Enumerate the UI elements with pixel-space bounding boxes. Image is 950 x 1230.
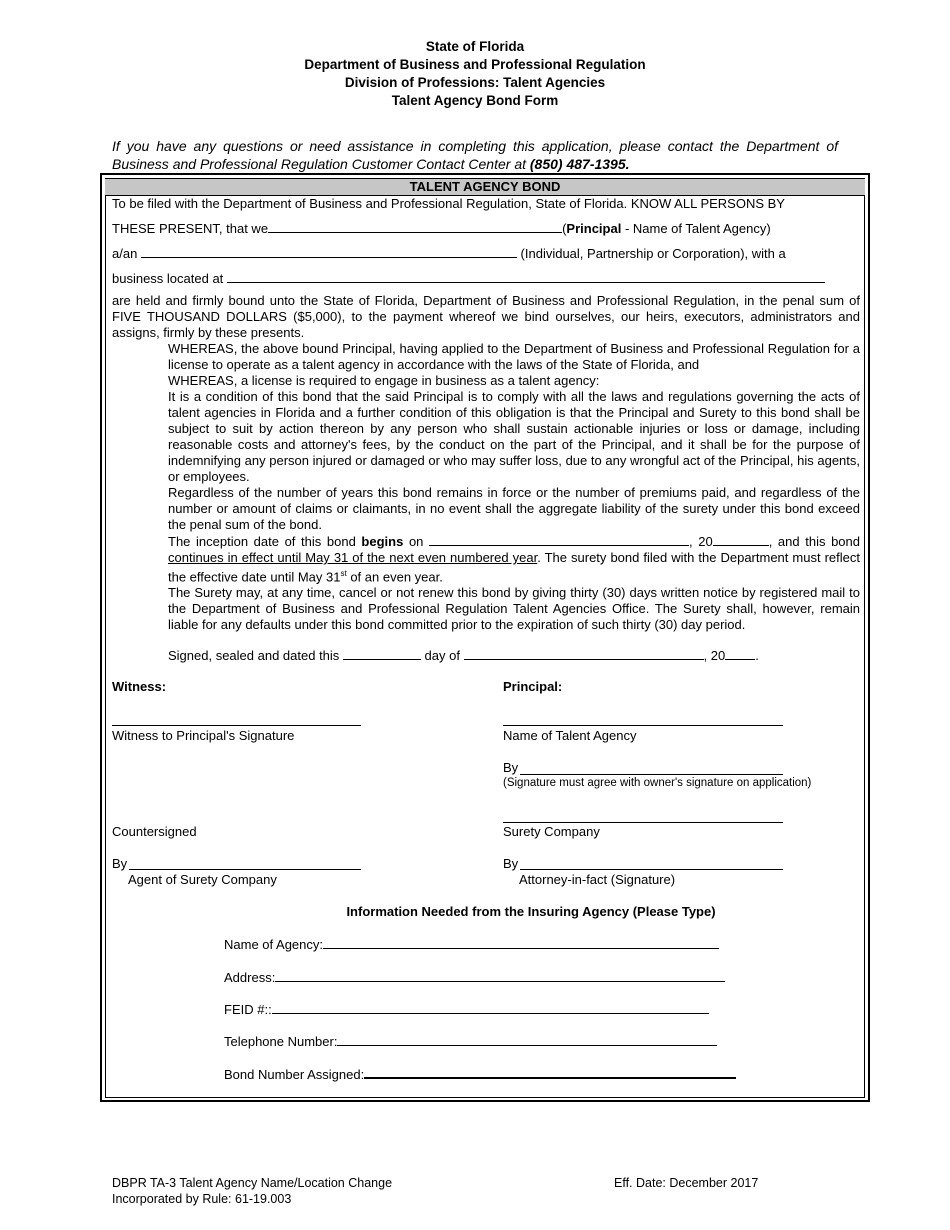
signed-year-blank[interactable] — [725, 647, 755, 660]
agency-name-label: Name of Talent Agency — [503, 728, 637, 743]
attorney-label: Attorney-in-fact (Signature) — [519, 872, 676, 887]
para-inception: The inception date of this bond begins on , 20 , and this bond continues in effect until May 31 of the next even numbered year. The surety bond filed with the Department must reflect the effective date until May 31st of an even year. — [168, 534, 861, 585]
agent-label: Agent of Surety Company — [128, 872, 277, 887]
para-whereas-1: WHEREAS, the above bound Principal, having applied to the Department of Business and Professional Regulation for a license to operate as a talent agency in accordance with the laws of the State of Florida, and — [168, 341, 860, 372]
business-location-blank[interactable] — [227, 270, 825, 283]
present-line: THESE PRESENT, that we (Principal - Name of Talent Agency) — [112, 221, 771, 236]
agency-name-row: Name of Agency: — [224, 936, 719, 952]
business-location-line: business located at — [112, 270, 825, 286]
attorney-by-line[interactable] — [520, 869, 783, 870]
feid-input[interactable] — [272, 1001, 709, 1014]
feid-row: FEID #:: — [224, 1001, 709, 1017]
entity-type-line: a/an (Individual, Partnership or Corporation), with a — [112, 246, 786, 261]
witness-signature-line[interactable] — [112, 725, 361, 726]
bond-number-row: Bond Number Assigned: — [224, 1065, 736, 1082]
principal-by-line[interactable] — [520, 774, 783, 775]
principal-heading: Principal: — [503, 679, 563, 694]
agent-by-label: By — [112, 856, 128, 871]
intro-text: If you have any questions or need assistance in completing this application, please contact the Department of Business and Professional Regulation Customer Contact Center at (850) 487-1395. — [112, 138, 838, 172]
footer-form-id: DBPR TA-3 Talent Agency Name/Location Change — [112, 1176, 393, 1190]
para-whereas-2: WHEREAS, a license is required to engage in business as a talent agency: — [168, 373, 600, 388]
header-form-title: Talent Agency Bond Form — [391, 93, 559, 108]
signed-day-blank[interactable] — [343, 647, 421, 660]
surety-company-line[interactable] — [503, 822, 783, 823]
inception-year-blank[interactable] — [713, 533, 769, 546]
telephone-row: Telephone Number: — [224, 1033, 717, 1049]
witness-signature-label: Witness to Principal's Signature — [112, 728, 295, 743]
para-held: are held and firmly bound unto the State of Florida, Department of Business and Professional Regulation, in the penal sum of FIVE THOUSAND DOLLARS ($5,000), to the payment whereof we bind ourselves, our heirs, executors, administrators and assigns, firmly by these presents. — [112, 293, 860, 340]
agency-name-line[interactable] — [503, 725, 783, 726]
insuring-heading: Information Needed from the Insuring Agency (Please Type) — [346, 904, 716, 919]
principal-name-blank[interactable] — [268, 220, 562, 233]
para-surety: The Surety may, at any time, cancel or not renew this bond by giving thirty (30) days written notice by registered mail to the Department of Business and Professional Regulation Talent Agencies Office. The Surety shall, however, remain liable for any defaults under this bond committed prior to the expiration of such thirty (30) day period. — [168, 585, 860, 633]
attorney-by-label: By — [503, 856, 519, 871]
header-state: State of Florida — [425, 39, 525, 54]
para-condition: It is a condition of this bond that the said Principal is to comply with all the laws and regulations governing the acts of talent agencies in Florida and a further condition of this obligation is that the Principal and Surety to this bond shall be subject to suit by action thereon by any person who shall sustain actionable injuries or loss or damage, including reasonable costs and attorney's fees, by the conduct on the part of the Principal, and it shall be for the purpose of indemnifying any person injured or damaged or who may suffer loss, due to any wrongful act of the Principal, his agents, or employees. — [168, 389, 860, 484]
header-division: Division of Professions: Talent Agencies — [344, 75, 606, 90]
bond-body — [112, 293, 860, 633]
bond-number-input[interactable] — [364, 1065, 736, 1079]
surety-company-label: Surety Company — [503, 824, 600, 839]
telephone-input[interactable] — [337, 1033, 717, 1046]
header-department: Department of Business and Professional Regulation — [304, 57, 646, 72]
address-row: Address: — [224, 969, 725, 985]
filed-line: To be filed with the Department of Business and Professional Regulation, State of Florida. KNOW ALL PERSONS BY — [112, 196, 785, 211]
agent-by-line[interactable] — [129, 869, 361, 870]
agency-name-input[interactable] — [323, 936, 719, 949]
address-input[interactable] — [275, 969, 725, 982]
signed-month-blank[interactable] — [464, 647, 704, 660]
signature-note: (Signature must agree with owner's signature on application) — [503, 777, 812, 789]
inception-date-blank[interactable] — [429, 533, 689, 546]
para-regardless: Regardless of the number of years this bond remains in force or the number of premiums paid, and regardless of the number or amount of claims or claimants, in no event shall the aggregate liability of the surety under this bond exceed the penal sum of the bond. — [168, 485, 860, 532]
signed-line: Signed, sealed and dated this day of , 20 . — [168, 648, 759, 663]
entity-type-blank[interactable] — [141, 245, 517, 258]
witness-heading: Witness: — [112, 679, 167, 694]
countersigned-label: Countersigned — [112, 824, 197, 839]
footer-eff-date: Eff. Date: December 2017 — [614, 1176, 759, 1190]
principal-by-label: By — [503, 760, 519, 775]
intro-phone: (850) 487-1395. — [529, 156, 630, 172]
bond-title-band: TALENT AGENCY BOND — [105, 179, 865, 196]
footer-rule: Incorporated by Rule: 61-19.003 — [112, 1192, 292, 1206]
